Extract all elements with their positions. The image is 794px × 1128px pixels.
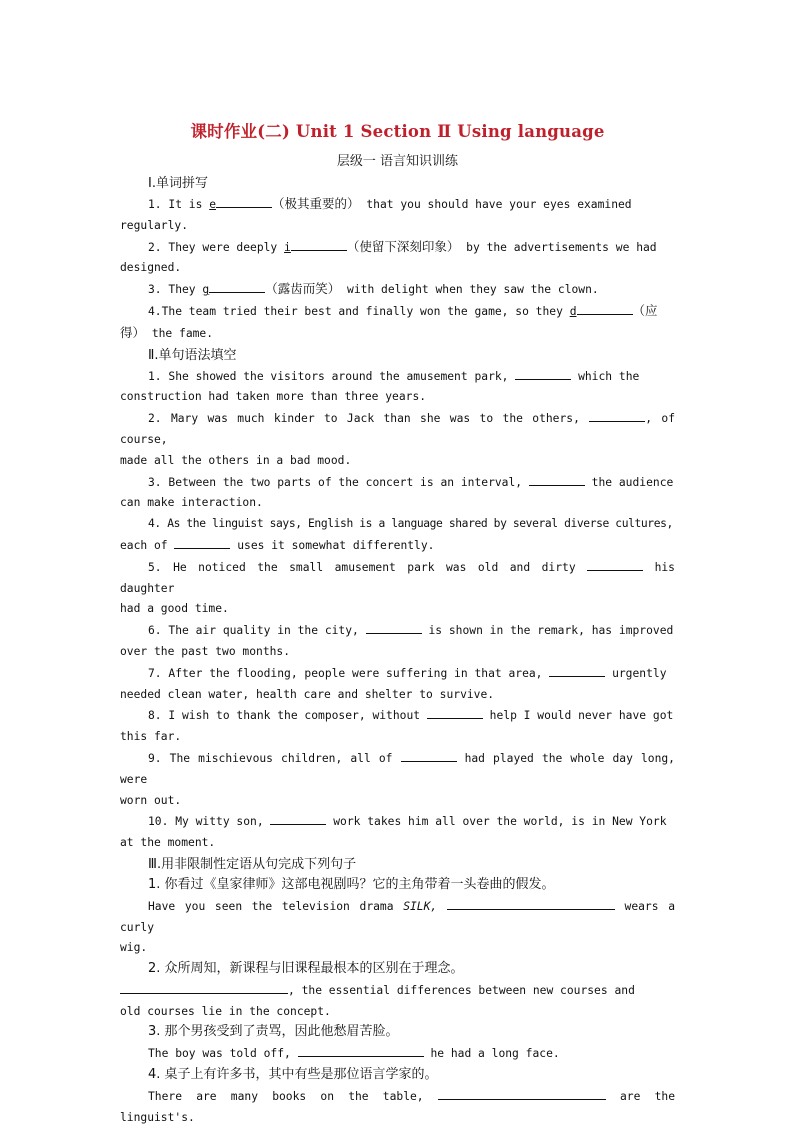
chinese-hint: 得） (120, 324, 146, 340)
question-text: by the advertisements we had (459, 240, 657, 254)
question-1-1 (120, 194, 675, 216)
answer-blank[interactable] (120, 980, 288, 994)
section-heading-1: Ⅰ.单词拼写 (148, 176, 208, 191)
chinese-hint: （应 (632, 302, 658, 318)
drama-title: SILK, (403, 899, 438, 913)
question-1-1-cont: regularly. (120, 218, 189, 232)
question-text: 4.The team tried their best and finally won the game, so they (148, 304, 570, 318)
question-2-5-cont: had a good time. (120, 602, 229, 616)
answer-blank[interactable] (298, 1043, 424, 1057)
answer-letter: g (202, 283, 210, 297)
question-text: work takes him all over the world, is in New York (326, 815, 667, 829)
question-text: 2. Mary was much kinder to Jack than she was to the others, (148, 412, 590, 426)
question-2-9 (120, 748, 675, 791)
answer-letter: d (569, 304, 577, 318)
question-3-2 (120, 980, 675, 1002)
question-text: that you should have your eyes examined (359, 198, 632, 211)
chinese-hint: （使留下深刻印象） (346, 238, 460, 254)
chinese-prompt-3-3: 3. 那个男孩受到了责骂，因此他愁眉苦脸。 (148, 1024, 399, 1040)
answer-letter: i (284, 240, 291, 254)
question-text: the audience (584, 475, 674, 489)
question-text: There are many books on the table, (148, 1089, 438, 1103)
chinese-prompt-3-2: 2. 众所周知，新课程与旧课程最根本的区别在于理念。 (148, 961, 464, 977)
chinese-prompt-3-4: 4. 桌子上有许多书，其中有些是那位语言学家的。 (148, 1067, 438, 1083)
level-heading: 层级一 语言知识训练 (336, 154, 459, 169)
question-text: uses it somewhat differently. (230, 538, 435, 552)
question-1-4 (120, 301, 675, 323)
question-3-1 (120, 896, 675, 939)
question-text: had played the whole day long, were (120, 751, 675, 786)
question-2-3-cont: can make interaction. (120, 496, 263, 510)
question-2-6 (120, 620, 675, 642)
question-text: he had a long face. (423, 1047, 560, 1061)
question-2-10-cont: at the moment. (120, 836, 216, 850)
question-2-8 (120, 705, 675, 727)
answer-blank[interactable] (270, 811, 326, 825)
question-text: with delight when they saw the clown. (340, 283, 599, 297)
question-2-5 (120, 557, 675, 600)
answer-blank[interactable] (577, 301, 633, 315)
question-2-10 (120, 811, 675, 833)
question-text: 3. They (148, 283, 203, 297)
answer-blank[interactable] (589, 408, 645, 422)
question-3-2-cont: old courses lie in the concept. (120, 1004, 331, 1018)
question-2-4-cont (120, 535, 675, 557)
question-text: 6. The air quality in the city, (148, 624, 366, 638)
question-text: , of course, (120, 412, 675, 446)
question-2-1 (120, 366, 675, 388)
question-2-1-cont: construction had taken more than three years. (120, 390, 427, 404)
question-text: each of (120, 538, 175, 552)
question-2-7 (120, 663, 675, 685)
question-1-4-cont (120, 323, 675, 345)
question-1-3 (120, 279, 675, 301)
answer-blank[interactable] (174, 535, 230, 549)
question-text: help I would never have got (482, 709, 674, 723)
answer-blank[interactable] (366, 620, 422, 634)
question-3-1-cont: wig. (120, 941, 148, 955)
page-title: 课时作业(二) Unit 1 Section Ⅱ Using language (190, 122, 605, 141)
question-text: which the (571, 369, 640, 383)
question-text: is shown in the remark, has improved (421, 624, 674, 638)
question-text: the fame. (145, 326, 214, 340)
question-2-2 (120, 408, 675, 451)
question-3-4 (120, 1086, 675, 1128)
question-text: 1. She showed the visitors around the amusement park, (148, 369, 516, 383)
question-text: 2. They were deeply (148, 240, 285, 254)
chinese-hint: （露齿而笑） (265, 281, 341, 297)
question-2-6-cont: over the past two months. (120, 644, 291, 658)
question-text: are the linguist's. (120, 1089, 675, 1124)
question-2-7-cont: needed clean water, health care and shelter to survive. (120, 687, 495, 701)
answer-blank[interactable] (515, 366, 571, 380)
question-text: 10. My witty son, (148, 815, 271, 829)
question-2-2-cont: made all the others in a bad mood. (120, 453, 352, 467)
question-1-2 (120, 237, 675, 259)
answer-letter: e (209, 198, 217, 211)
question-text: wears a curly (120, 899, 675, 934)
answer-blank[interactable] (401, 748, 457, 762)
worksheet (120, 118, 675, 1128)
answer-blank[interactable] (216, 194, 272, 208)
question-3-3 (120, 1043, 675, 1065)
question-text: 7. After the flooding, people were suffering in that area, (148, 666, 550, 680)
section-heading-3: Ⅲ.用非限制性定语从句完成下列句子 (148, 856, 357, 872)
section-heading-2: Ⅱ.单句语法填空 (148, 347, 237, 363)
question-2-8-cont: this far. (120, 730, 182, 744)
answer-blank[interactable] (587, 557, 643, 571)
answer-blank[interactable] (549, 663, 605, 677)
question-text: 8. I wish to thank the composer, without (148, 709, 427, 723)
question-text: The boy was told off, (148, 1047, 298, 1061)
question-2-4: 4. As the linguist says, English is a language shared by several diverse cultures, (148, 517, 673, 531)
question-text: Have you seen the television drama (148, 899, 404, 913)
question-text: 3. Between the two parts of the concert is an interval, (148, 475, 529, 489)
question-text: 5. He noticed the small amusement park was old and dirty (148, 560, 588, 574)
answer-blank[interactable] (529, 472, 585, 486)
question-text: 1. It is (148, 198, 210, 211)
question-2-9-cont: worn out. (120, 793, 182, 807)
chinese-prompt-3-1: 1. 你看过《皇家律师》这部电视剧吗？它的主角带着一头卷曲的假发。 (148, 876, 555, 892)
question-text: urgently (605, 666, 667, 680)
question-text: , the essential differences between new courses and (288, 983, 635, 997)
question-2-3 (120, 472, 675, 494)
answer-blank[interactable] (209, 279, 265, 293)
answer-blank[interactable] (447, 896, 615, 910)
answer-blank[interactable] (291, 237, 347, 251)
answer-blank[interactable] (438, 1086, 606, 1100)
chinese-hint: （极其重要的） (272, 196, 360, 211)
question-text: 9. The mischievous children, all of (148, 751, 401, 765)
answer-blank[interactable] (427, 705, 483, 719)
question-1-2-cont: designed. (120, 261, 182, 275)
question-text: his daughter (120, 560, 675, 595)
